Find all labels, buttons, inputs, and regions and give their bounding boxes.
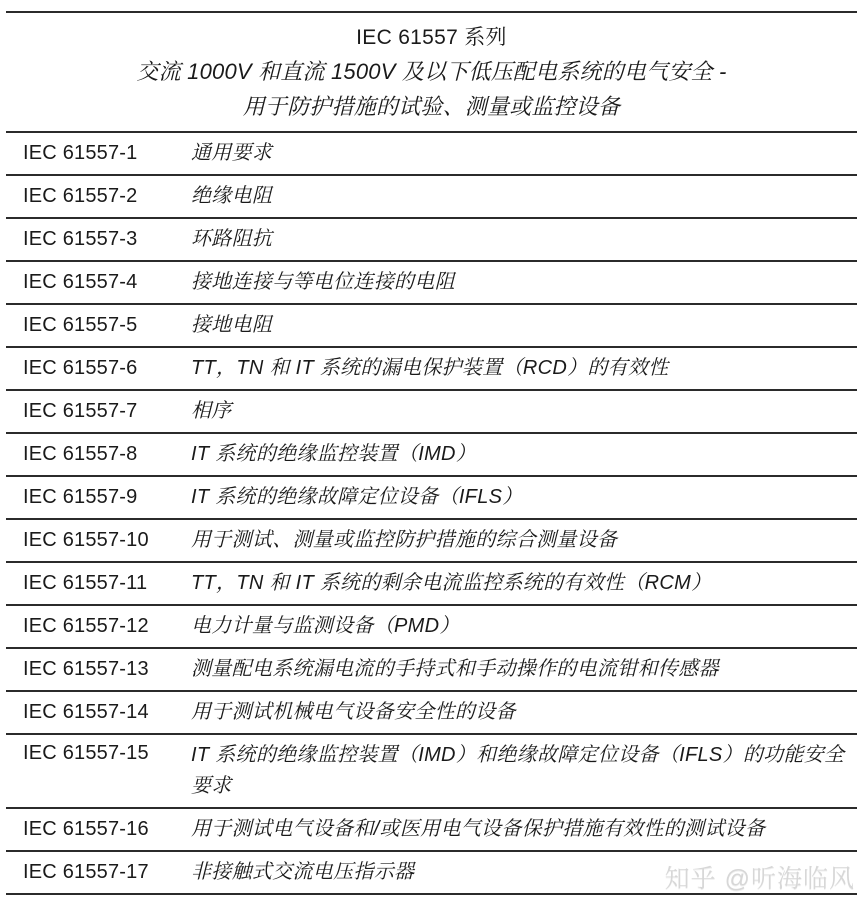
standard-description: 通用要求: [191, 142, 273, 164]
table-row: [6, 348, 857, 391]
standard-code: IEC 61557-7: [23, 400, 138, 422]
standard-code: IEC 61557-1: [23, 142, 138, 164]
standard-code: IEC 61557-2: [23, 185, 138, 207]
zhihu-watermark: 知乎 @听海临风: [664, 865, 855, 893]
table-header: [6, 13, 857, 133]
standard-description: 接地连接与等电位连接的电阻: [191, 271, 455, 293]
standard-code: IEC 61557-14: [23, 701, 149, 723]
standard-description: 用于测试、测量或监控防护措施的综合测量设备: [191, 529, 618, 551]
standard-code: IEC 61557-5: [23, 314, 138, 336]
table-subtitle-line2: 用于防护措施的试验、测量或监控设备: [242, 94, 621, 119]
table-row: [6, 176, 857, 219]
table-row: [6, 305, 857, 348]
standard-description: 接地电阻: [191, 314, 273, 336]
table-row: [6, 133, 857, 176]
table-title: IEC 61557 系列: [356, 26, 507, 49]
table-body: [6, 133, 857, 895]
standard-description: 用于测试机械电气设备安全性的设备: [191, 701, 516, 723]
table-subtitle-line1: 交流 1000V 和直流 1500V 及以下低压配电系统的电气安全 -: [136, 59, 727, 84]
table-row: [6, 692, 857, 735]
standard-code: IEC 61557-16: [23, 818, 149, 840]
standard-code: IEC 61557-13: [23, 658, 149, 680]
standard-description: 绝缘电阻: [191, 185, 273, 207]
table-row: [6, 391, 857, 434]
table-row: [6, 520, 857, 563]
standard-description: 非接触式交流电压指示器: [191, 861, 415, 883]
standard-description: TT，TN 和 IT 系统的剩余电流监控系统的有效性（RCM）: [191, 572, 712, 594]
standard-code: IEC 61557-8: [23, 443, 138, 465]
standard-description: 相序: [191, 400, 232, 422]
standard-description: IT 系统的绝缘故障定位设备（IFLS）: [191, 486, 523, 508]
standard-code: IEC 61557-6: [23, 357, 138, 379]
standard-description: IT 系统的绝缘监控装置（IMD）: [191, 443, 477, 465]
table-row: [6, 649, 857, 692]
standard-code: IEC 61557-15: [23, 742, 149, 764]
standard-description: 测量配电系统漏电流的手持式和手动操作的电流钳和传感器: [191, 658, 719, 680]
table-row: [6, 477, 857, 520]
standard-description: TT，TN 和 IT 系统的漏电保护装置（RCD）的有效性: [191, 357, 669, 379]
standard-description: 电力计量与监测设备（PMD）: [191, 615, 460, 637]
standard-code: IEC 61557-4: [23, 271, 138, 293]
table-row: [6, 852, 857, 895]
standard-code: IEC 61557-17: [23, 861, 149, 883]
table-row: [6, 809, 857, 852]
iec-61557-standards-table: [6, 11, 857, 895]
table-row: [6, 262, 857, 305]
table-row: [6, 434, 857, 477]
table-row: [6, 219, 857, 262]
standard-code: IEC 61557-9: [23, 486, 138, 508]
standard-description: 环路阻抗: [191, 228, 273, 250]
standard-code: IEC 61557-11: [23, 572, 148, 594]
table-row: [6, 606, 857, 649]
table-row: [6, 563, 857, 606]
standard-description: 用于测试电气设备和/或医用电气设备保护措施有效性的测试设备: [191, 818, 766, 840]
table-row: [6, 735, 857, 809]
standard-code: IEC 61557-10: [23, 529, 149, 551]
standard-code: IEC 61557-3: [23, 228, 138, 250]
standard-description: IT 系统的绝缘监控装置（IMD）和绝缘故障定位设备（IFLS）的功能安全要求: [191, 744, 845, 797]
standard-code: IEC 61557-12: [23, 615, 149, 637]
